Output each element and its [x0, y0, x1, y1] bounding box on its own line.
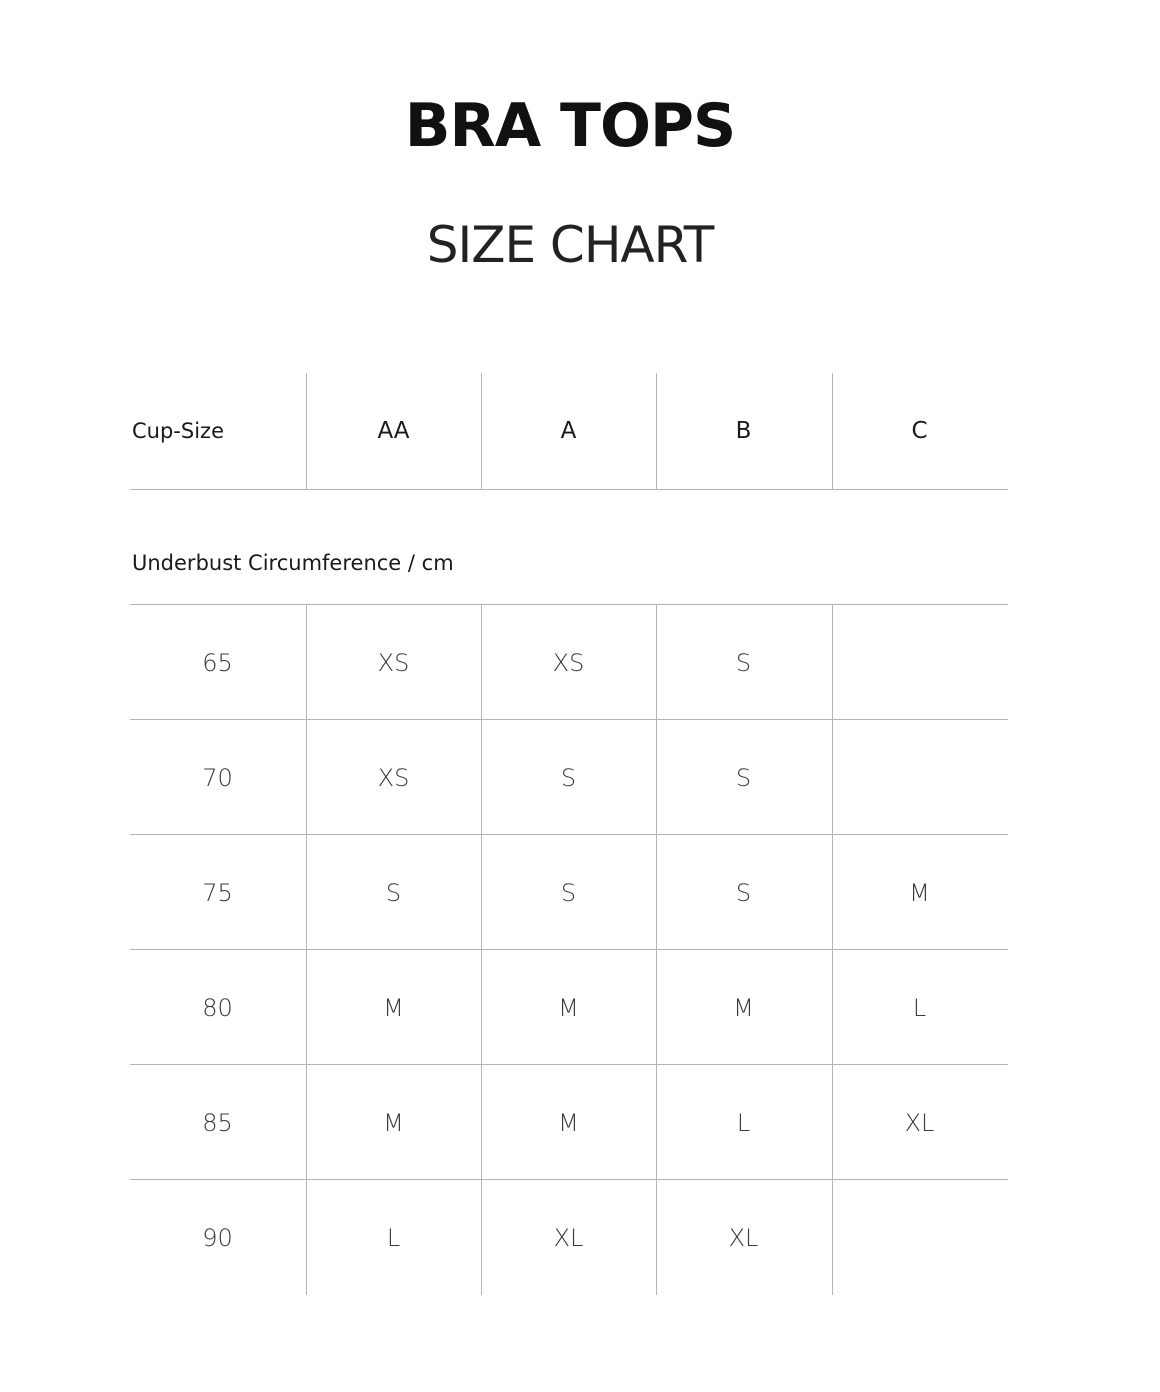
size-cell: S	[385, 878, 402, 907]
size-cell: XS	[377, 648, 410, 677]
size-cell: S	[735, 878, 752, 907]
size-cell: S	[735, 763, 752, 792]
size-cell: XS	[552, 648, 585, 677]
size-cell: M	[909, 878, 930, 907]
size-cell: M	[558, 1108, 579, 1137]
header-divider	[481, 373, 482, 489]
header-divider	[306, 373, 307, 489]
size-cell	[832, 605, 1007, 720]
underbust-cell: 85	[202, 1108, 233, 1137]
size-cell: M	[733, 993, 754, 1022]
size-cell: XL	[904, 1108, 935, 1137]
header-divider	[656, 373, 657, 489]
size-cell: L	[912, 993, 927, 1022]
size-cell: S	[735, 648, 752, 677]
size-cell	[832, 720, 1007, 835]
size-cell: L	[386, 1223, 401, 1252]
size-cell: M	[383, 993, 404, 1022]
underbust-cell: 90	[202, 1223, 233, 1252]
size-cell: XS	[377, 763, 410, 792]
cup-header-b: B	[735, 418, 752, 444]
page-subtitle: SIZE CHART	[426, 216, 714, 274]
cup-size-header-label: Cup-Size	[132, 419, 224, 443]
cup-header-c: C	[911, 418, 928, 444]
size-cell: M	[383, 1108, 404, 1137]
size-cell: L	[736, 1108, 751, 1137]
underbust-cell: 75	[202, 878, 233, 907]
size-cell: S	[560, 878, 577, 907]
cup-header-aa: AA	[377, 418, 410, 444]
size-cell: XL	[728, 1223, 759, 1252]
size-cell: M	[558, 993, 579, 1022]
size-cell: S	[560, 763, 577, 792]
header-rule	[130, 489, 1008, 490]
page-title: BRA TOPS	[404, 91, 736, 161]
header-divider	[832, 373, 833, 489]
size-chart-table	[130, 373, 1008, 1295]
underbust-section-label: Underbust Circumference / cm	[132, 551, 454, 575]
cup-header-a: A	[560, 418, 577, 444]
size-cell	[832, 1180, 1007, 1295]
size-cell: XL	[553, 1223, 584, 1252]
underbust-cell: 80	[202, 993, 233, 1022]
underbust-cell: 65	[202, 648, 233, 677]
underbust-cell: 70	[202, 763, 233, 792]
